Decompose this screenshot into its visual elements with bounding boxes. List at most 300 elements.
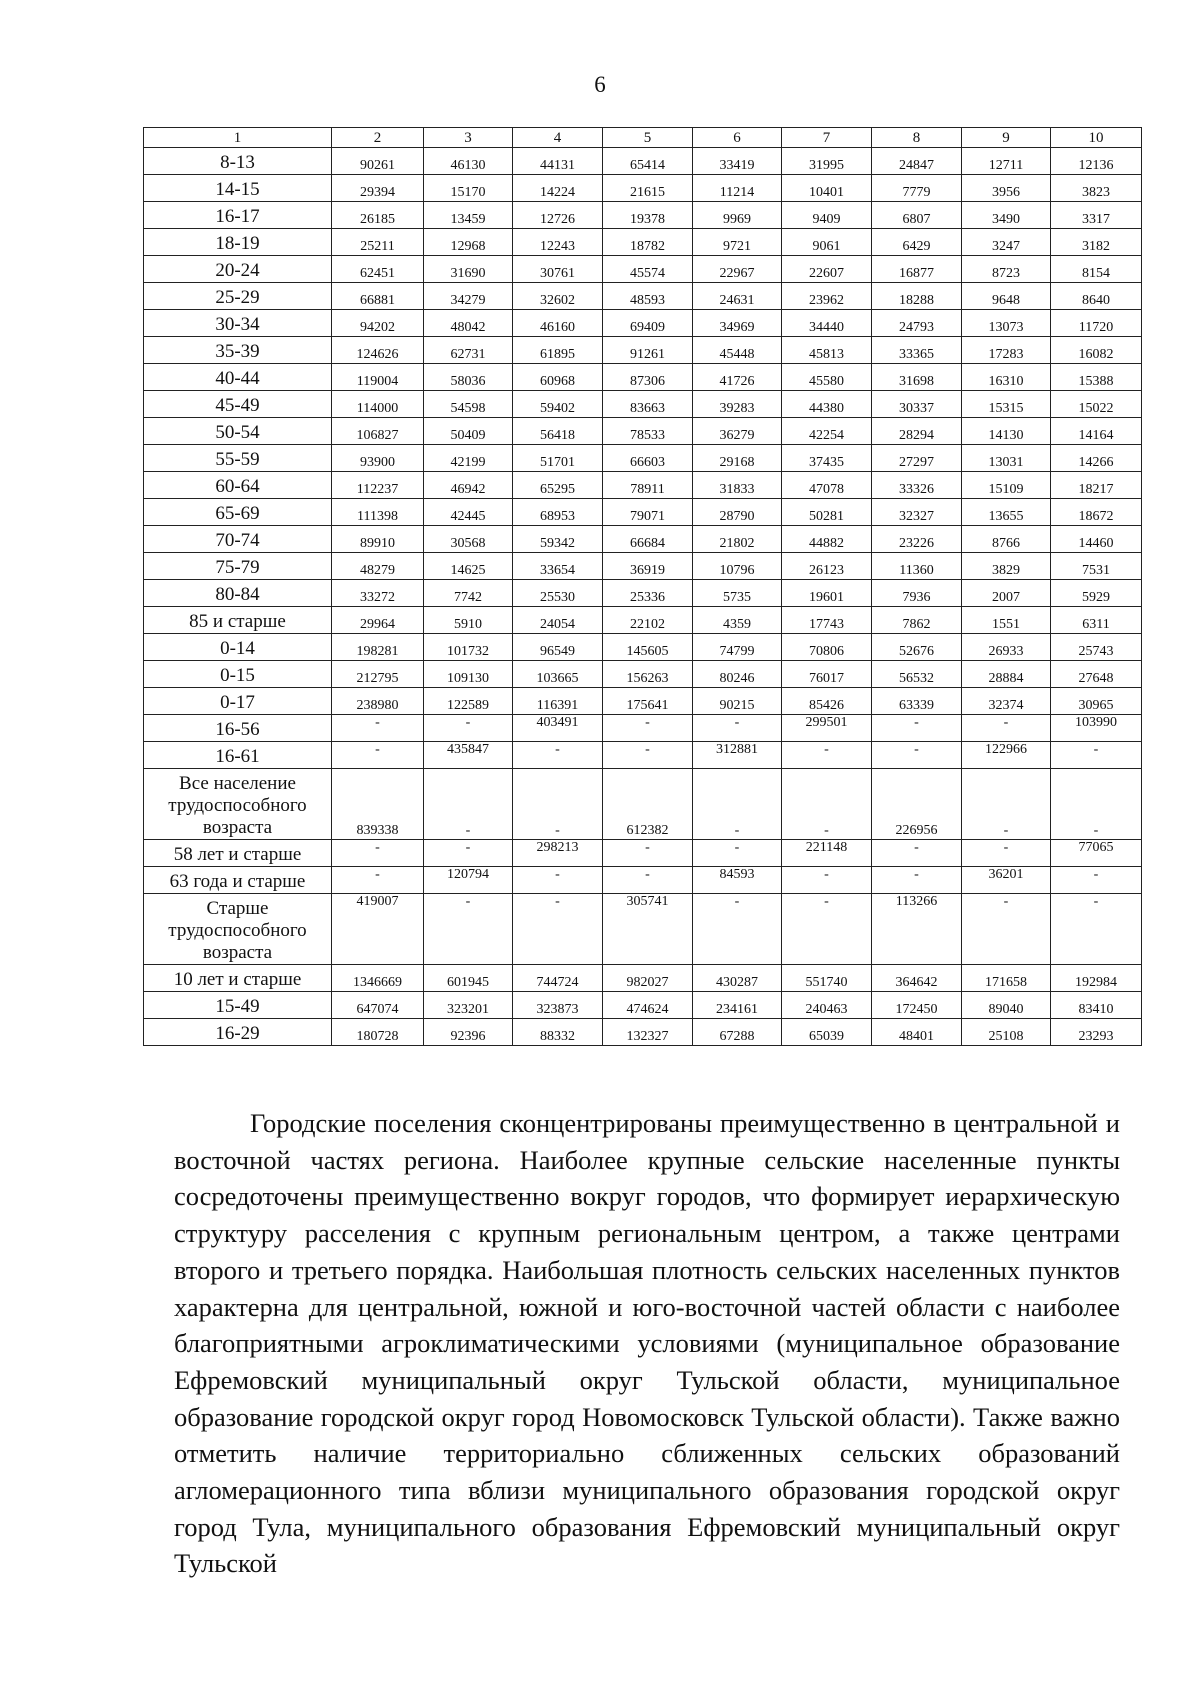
row-label: 25-29: [215, 287, 260, 308]
table-cell: 6311: [1051, 607, 1142, 634]
table-cell: 46160: [513, 310, 603, 337]
table-cell: 103665: [513, 661, 603, 688]
column-number-cell: 5: [603, 128, 693, 148]
table-cell: 89910: [332, 526, 424, 553]
table-cell: 79071: [603, 499, 693, 526]
table-row: [144, 175, 1142, 202]
table-cell: 18672: [1051, 499, 1142, 526]
row-label: 60-64: [215, 476, 260, 497]
table-cell: 109130: [424, 661, 513, 688]
table-cell: 5735: [693, 580, 782, 607]
table-cell: 12243: [513, 229, 603, 256]
table-cell: 103990: [1051, 715, 1142, 742]
table-cell: 3317: [1051, 202, 1142, 229]
table-cell: 11720: [1051, 310, 1142, 337]
row-label-cell: [144, 607, 332, 634]
table-cell: -: [424, 715, 513, 742]
table-cell: 14266: [1051, 445, 1142, 472]
table-cell: 33326: [872, 472, 962, 499]
row-label-cell: [144, 992, 332, 1019]
row-label: 10 лет и старше: [173, 969, 302, 990]
column-number-row: [144, 128, 1142, 148]
table-cell: 3247: [962, 229, 1051, 256]
table-cell: 83410: [1051, 992, 1142, 1019]
table-cell: 1346669: [332, 965, 424, 992]
paragraph-text: Городские поселения сконцентрированы преимущественно в центральной и восточной частях региона. Наиболее крупные сельские населенные пункты сосредоточены преимущественно вокруг городов, что формирует иерархическую структуру расселения с крупным региональным центром, а также центрами второго и третьего порядка. Наибольшая плотность сельских населенных пунктов характерна для центральной, южной и юго-восточной частей области с наиболее благоприятными агроклиматическими условиями (муниципальное образование Ефремовский муниципальный округ Тульской области, муниципальное образование городской округ город Новомосковск Тульской области). Также важно отметить наличие территориально сближенных сельских образований агломерационного типа вблизи муниципального образования городской округ город Тула, муниципального образования Ефремовский муниципальный округ Тульской: [174, 1108, 1120, 1579]
table-cell: 6429: [872, 229, 962, 256]
table-cell: -: [332, 840, 424, 867]
table-cell: 68953: [513, 499, 603, 526]
table-cell: 14130: [962, 418, 1051, 445]
table-cell: 156263: [603, 661, 693, 688]
table-cell: 114000: [332, 391, 424, 418]
table-cell: 45448: [693, 337, 782, 364]
table-cell: 430287: [693, 965, 782, 992]
table-cell: -: [872, 867, 962, 894]
table-cell: 474624: [603, 992, 693, 1019]
row-label: 16-29: [215, 1023, 260, 1044]
table-cell: -: [962, 894, 1051, 965]
table-cell: 3829: [962, 553, 1051, 580]
table-cell: 19601: [782, 580, 872, 607]
table-cell: 18288: [872, 283, 962, 310]
table-cell: 66603: [603, 445, 693, 472]
table-row: [144, 364, 1142, 391]
table-cell: 106827: [332, 418, 424, 445]
table-cell: 3182: [1051, 229, 1142, 256]
table-cell: 7862: [872, 607, 962, 634]
table-cell: 78911: [603, 472, 693, 499]
table-cell: 15109: [962, 472, 1051, 499]
table-cell: 96549: [513, 634, 603, 661]
table-cell: 198281: [332, 634, 424, 661]
row-label-cell: [144, 715, 332, 742]
table-cell: 45574: [603, 256, 693, 283]
table-cell: 76017: [782, 661, 872, 688]
table-cell: 612382: [603, 769, 693, 840]
row-label: 85 и старше: [189, 611, 286, 632]
table-cell: 52676: [872, 634, 962, 661]
table-cell: 1551: [962, 607, 1051, 634]
table-row: [144, 840, 1142, 867]
row-label-cell: [144, 256, 332, 283]
table-cell: -: [872, 715, 962, 742]
column-number-cell: 3: [424, 128, 513, 148]
table-cell: 36279: [693, 418, 782, 445]
table-cell: 46130: [424, 148, 513, 175]
table-cell: 32327: [872, 499, 962, 526]
column-number-cell: 1: [144, 128, 332, 148]
table-cell: -: [872, 742, 962, 769]
row-label-cell: [144, 840, 332, 867]
table-cell: 17743: [782, 607, 872, 634]
table-cell: 44131: [513, 148, 603, 175]
table-row: [144, 867, 1142, 894]
table-cell: 3956: [962, 175, 1051, 202]
table-row: [144, 715, 1142, 742]
table-cell: 30337: [872, 391, 962, 418]
table-cell: -: [424, 840, 513, 867]
table-cell: 39283: [693, 391, 782, 418]
table-cell: 3490: [962, 202, 1051, 229]
table-cell: 15388: [1051, 364, 1142, 391]
table-cell: 32602: [513, 283, 603, 310]
table-cell: -: [693, 894, 782, 965]
table-cell: 12726: [513, 202, 603, 229]
table-cell: 61895: [513, 337, 603, 364]
table-cell: 42199: [424, 445, 513, 472]
row-label: 8-13: [220, 152, 255, 173]
column-number-cell: 4: [513, 128, 603, 148]
table-cell: -: [513, 769, 603, 840]
table-cell: 13031: [962, 445, 1051, 472]
table-cell: 34279: [424, 283, 513, 310]
table-cell: 9061: [782, 229, 872, 256]
table-cell: 65295: [513, 472, 603, 499]
table-cell: 17283: [962, 337, 1051, 364]
table-cell: -: [962, 769, 1051, 840]
table-cell: 24847: [872, 148, 962, 175]
row-label-cell: [144, 175, 332, 202]
table-cell: 7936: [872, 580, 962, 607]
table-cell: 101732: [424, 634, 513, 661]
table-cell: -: [1051, 894, 1142, 965]
table-cell: -: [1051, 867, 1142, 894]
table-row: [144, 499, 1142, 526]
table-cell: -: [332, 715, 424, 742]
table-cell: 93900: [332, 445, 424, 472]
table-cell: 19378: [603, 202, 693, 229]
table-cell: -: [782, 894, 872, 965]
table-cell: 5910: [424, 607, 513, 634]
table-cell: 50281: [782, 499, 872, 526]
table-cell: 85426: [782, 688, 872, 715]
table-cell: 14460: [1051, 526, 1142, 553]
table-cell: 89040: [962, 992, 1051, 1019]
table-cell: -: [603, 867, 693, 894]
table-body: [144, 128, 1142, 1046]
table-cell: 47078: [782, 472, 872, 499]
table-row: [144, 445, 1142, 472]
table-cell: 29394: [332, 175, 424, 202]
table-cell: 175641: [603, 688, 693, 715]
table-cell: 9409: [782, 202, 872, 229]
row-label: 75-79: [215, 557, 260, 578]
table-cell: 30761: [513, 256, 603, 283]
table-cell: 74799: [693, 634, 782, 661]
table-cell: 94202: [332, 310, 424, 337]
table-cell: 36919: [603, 553, 693, 580]
table-cell: 12968: [424, 229, 513, 256]
table-row: [144, 634, 1142, 661]
row-label-cell: [144, 769, 332, 840]
table-cell: 66881: [332, 283, 424, 310]
table-row: [144, 553, 1142, 580]
table-cell: -: [332, 867, 424, 894]
row-label: 55-59: [215, 449, 260, 470]
table-row: [144, 1019, 1142, 1046]
table-cell: 29168: [693, 445, 782, 472]
row-label-cell: [144, 310, 332, 337]
table-cell: -: [513, 742, 603, 769]
table-cell: 323873: [513, 992, 603, 1019]
table-cell: 234161: [693, 992, 782, 1019]
table-cell: 12711: [962, 148, 1051, 175]
table-cell: 26123: [782, 553, 872, 580]
table-cell: 299501: [782, 715, 872, 742]
table-cell: 14224: [513, 175, 603, 202]
table-cell: 22607: [782, 256, 872, 283]
column-number-cell: 7: [782, 128, 872, 148]
row-label-cell: [144, 526, 332, 553]
table-cell: 744724: [513, 965, 603, 992]
table-cell: 63339: [872, 688, 962, 715]
table-cell: 80246: [693, 661, 782, 688]
row-label: 14-15: [215, 179, 260, 200]
table-cell: 15170: [424, 175, 513, 202]
table-cell: 34969: [693, 310, 782, 337]
column-number-cell: 6: [693, 128, 782, 148]
row-label: 50-54: [215, 422, 260, 443]
table-cell: 21802: [693, 526, 782, 553]
row-label-cell: [144, 418, 332, 445]
row-label: 40-44: [215, 368, 260, 389]
row-label: трудоспособного: [168, 920, 307, 941]
table-cell: 65414: [603, 148, 693, 175]
table-cell: 27648: [1051, 661, 1142, 688]
table-row: [144, 229, 1142, 256]
body-paragraph: [174, 1105, 1120, 1582]
table-cell: 8640: [1051, 283, 1142, 310]
table-cell: 119004: [332, 364, 424, 391]
table-cell: 4359: [693, 607, 782, 634]
table-cell: 25336: [603, 580, 693, 607]
table-cell: -: [513, 867, 603, 894]
table-cell: 78533: [603, 418, 693, 445]
table-cell: 2007: [962, 580, 1051, 607]
row-label-cell: [144, 337, 332, 364]
table-cell: 132327: [603, 1019, 693, 1046]
table-cell: 240463: [782, 992, 872, 1019]
table-cell: 9969: [693, 202, 782, 229]
table-cell: 212795: [332, 661, 424, 688]
table-cell: 312881: [693, 742, 782, 769]
table-cell: 982027: [603, 965, 693, 992]
table-cell: 122589: [424, 688, 513, 715]
row-label: 30-34: [215, 314, 260, 335]
table-cell: 56532: [872, 661, 962, 688]
row-label: 65-69: [215, 503, 260, 524]
row-label-cell: [144, 742, 332, 769]
row-label-cell: [144, 634, 332, 661]
table-cell: 839338: [332, 769, 424, 840]
table-cell: 33419: [693, 148, 782, 175]
table-cell: 15022: [1051, 391, 1142, 418]
table-cell: 30965: [1051, 688, 1142, 715]
table-cell: 9721: [693, 229, 782, 256]
table-cell: 23293: [1051, 1019, 1142, 1046]
table-cell: -: [782, 769, 872, 840]
table-row: [144, 148, 1142, 175]
table-cell: 48279: [332, 553, 424, 580]
table-cell: 111398: [332, 499, 424, 526]
table-cell: 419007: [332, 894, 424, 965]
table-row: [144, 310, 1142, 337]
table-cell: 10796: [693, 553, 782, 580]
table-cell: 29964: [332, 607, 424, 634]
table-cell: 28790: [693, 499, 782, 526]
table-cell: 32374: [962, 688, 1051, 715]
table-cell: 54598: [424, 391, 513, 418]
table-cell: 323201: [424, 992, 513, 1019]
table-cell: -: [693, 769, 782, 840]
row-label: Старше: [206, 898, 269, 919]
table-cell: -: [693, 715, 782, 742]
table-row: [144, 661, 1142, 688]
row-label: 80-84: [215, 584, 260, 605]
table-cell: -: [603, 715, 693, 742]
row-label: Все население: [179, 773, 296, 794]
table-cell: 24631: [693, 283, 782, 310]
table-cell: 58036: [424, 364, 513, 391]
row-label-cell: [144, 445, 332, 472]
population-table: [143, 127, 1142, 1046]
table-row: [144, 337, 1142, 364]
table-cell: 601945: [424, 965, 513, 992]
table-cell: -: [1051, 742, 1142, 769]
table-cell: 551740: [782, 965, 872, 992]
table-cell: -: [424, 769, 513, 840]
table-cell: 30568: [424, 526, 513, 553]
table-cell: 48401: [872, 1019, 962, 1046]
table-cell: 171658: [962, 965, 1051, 992]
table-cell: 26185: [332, 202, 424, 229]
row-label: трудоспособного: [168, 795, 307, 816]
table-cell: 60968: [513, 364, 603, 391]
table-cell: 42254: [782, 418, 872, 445]
table-cell: 70806: [782, 634, 872, 661]
table-cell: 10401: [782, 175, 872, 202]
column-number-cell: 10: [1051, 128, 1142, 148]
table-row: [144, 769, 1142, 840]
table-cell: 26933: [962, 634, 1051, 661]
table-cell: 45813: [782, 337, 872, 364]
table-cell: 36201: [962, 867, 1051, 894]
table-cell: 3823: [1051, 175, 1142, 202]
table-cell: 14625: [424, 553, 513, 580]
table-cell: 87306: [603, 364, 693, 391]
row-label: 16-17: [215, 206, 260, 227]
table-cell: 31690: [424, 256, 513, 283]
table-cell: 25108: [962, 1019, 1051, 1046]
table-cell: 16877: [872, 256, 962, 283]
table-cell: 28884: [962, 661, 1051, 688]
table-cell: 298213: [513, 840, 603, 867]
table-row: [144, 992, 1142, 1019]
row-label-cell: [144, 148, 332, 175]
table-cell: 48593: [603, 283, 693, 310]
table-cell: 88332: [513, 1019, 603, 1046]
table-cell: -: [1051, 769, 1142, 840]
table-cell: 25530: [513, 580, 603, 607]
table-cell: 238980: [332, 688, 424, 715]
table-cell: -: [782, 742, 872, 769]
row-label-cell: [144, 867, 332, 894]
table-row: [144, 256, 1142, 283]
table-cell: 172450: [872, 992, 962, 1019]
row-label: 0-17: [220, 692, 255, 713]
table-cell: 33365: [872, 337, 962, 364]
table-cell: -: [872, 840, 962, 867]
row-label-cell: [144, 894, 332, 965]
table-cell: 22102: [603, 607, 693, 634]
table-cell: 31698: [872, 364, 962, 391]
row-label: 35-39: [215, 341, 260, 362]
table-cell: 59342: [513, 526, 603, 553]
row-label-cell: [144, 202, 332, 229]
row-label: 16-61: [215, 746, 260, 767]
table-cell: 11214: [693, 175, 782, 202]
table-cell: 8766: [962, 526, 1051, 553]
table-cell: 18782: [603, 229, 693, 256]
table-cell: 24793: [872, 310, 962, 337]
table-cell: 37435: [782, 445, 872, 472]
row-label: 18-19: [215, 233, 260, 254]
table-row: [144, 202, 1142, 229]
table-cell: 66684: [603, 526, 693, 553]
row-label: возраста: [202, 942, 273, 963]
row-label-cell: [144, 499, 332, 526]
table-cell: 5929: [1051, 580, 1142, 607]
table-cell: 113266: [872, 894, 962, 965]
row-label-cell: [144, 688, 332, 715]
column-number-cell: 8: [872, 128, 962, 148]
table-cell: -: [332, 742, 424, 769]
table-cell: 28294: [872, 418, 962, 445]
table-cell: 62451: [332, 256, 424, 283]
table-row: [144, 688, 1142, 715]
table-cell: 8723: [962, 256, 1051, 283]
column-number-cell: 2: [332, 128, 424, 148]
table-cell: 90261: [332, 148, 424, 175]
row-label: 70-74: [215, 530, 260, 551]
table-cell: 7742: [424, 580, 513, 607]
row-label: 58 лет и старше: [173, 844, 302, 865]
table-cell: 403491: [513, 715, 603, 742]
table-cell: 56418: [513, 418, 603, 445]
row-label-cell: [144, 580, 332, 607]
table-cell: 23226: [872, 526, 962, 553]
table-cell: 42445: [424, 499, 513, 526]
table-cell: 41726: [693, 364, 782, 391]
table-row: [144, 391, 1142, 418]
table-cell: 116391: [513, 688, 603, 715]
page-number: 6: [594, 72, 606, 97]
table-cell: 112237: [332, 472, 424, 499]
row-label-cell: [144, 364, 332, 391]
table-cell: -: [424, 894, 513, 965]
column-number-cell: 9: [962, 128, 1051, 148]
table-cell: 44380: [782, 391, 872, 418]
table-cell: -: [603, 840, 693, 867]
table-cell: 7531: [1051, 553, 1142, 580]
table-row: [144, 742, 1142, 769]
table-cell: -: [693, 840, 782, 867]
table-row: [144, 526, 1142, 553]
table-row: [144, 894, 1142, 965]
table-row: [144, 965, 1142, 992]
row-label-cell: [144, 283, 332, 310]
